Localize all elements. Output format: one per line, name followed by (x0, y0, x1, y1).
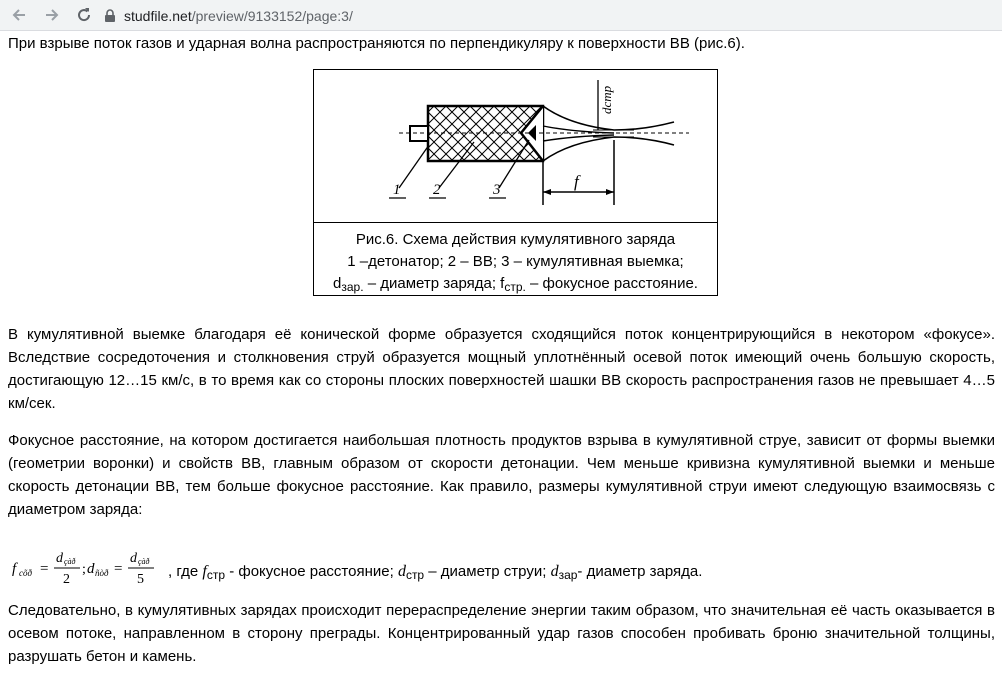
caption-line-3 (314, 273, 717, 298)
caption-d: d (333, 275, 342, 292)
formula-explanation (168, 560, 702, 587)
reload-icon (75, 6, 93, 24)
label-f: f (574, 172, 579, 191)
formula-d4: d (397, 563, 406, 580)
formula-d1: d (56, 551, 63, 566)
address-bar[interactable] (104, 3, 996, 28)
caption-line-2: 1 –детонатор; 2 – ВВ; 3 – кумулятивная выемка; (347, 253, 684, 270)
formula-d2: d (87, 561, 95, 577)
formula-d4-sub: стр (405, 568, 425, 582)
back-button[interactable] (8, 4, 30, 26)
formula-den-1: 2 (63, 572, 70, 587)
label-3: 3 (493, 182, 501, 198)
formula-eq-1: = (40, 561, 49, 577)
formula-f2: f (202, 563, 207, 580)
formula-row (8, 545, 995, 593)
label-1: 1 (393, 182, 401, 198)
url-host: studfile.net (124, 7, 192, 24)
paragraph-intro: При взрыве поток газов и ударная волна распространяются по перпендикуляру к поверхности ВВ (рис.6). (8, 35, 745, 52)
paragraph-conclusion: Следовательно, в кумулятивных зарядах происходит перераспределение энергии таким образом, что значительная её часть оказывается в осевом потоке, направленном в сторону преграды. Концентрированный удар газов способен пробивать броню значительной толщины, разрушать бетон и камень. (8, 602, 995, 665)
formula-text-d: - диаметр заряда. (577, 563, 703, 580)
formula-f-sub: cõð (19, 568, 32, 578)
shaped-charge-drawing (314, 70, 717, 222)
caption-f-rest: – фокусное расстояние. (525, 275, 698, 292)
formula-d5-sub: зар (558, 568, 578, 582)
formula-f2-sub: стр (206, 568, 226, 582)
formula-d2-sub: ñòð (95, 568, 109, 578)
label-dstr: dстр (599, 85, 614, 114)
url-path: /preview/9133152/page:3/ (191, 7, 353, 24)
formula-d3: d (130, 551, 137, 566)
paragraph-focus-flow: В кумулятивной выемке благодаря её конической форме образуется сходящийся поток концентрирующийся в некотором «фокусе». Вследствие сосредоточения и столкновения струй образуется мощный уплотнённый осевой поток имеющий очень большую скорость, достигающую 12…15 км/с, в то время как со стороны плоских поверхностей шашки ВВ скорость распространения газов не превышает 4…5 км/сек. (8, 326, 995, 412)
arrow-left-icon (10, 6, 28, 24)
caption-d-rest: – диаметр заряда; f (363, 275, 505, 292)
label-2: 2 (433, 182, 441, 198)
page-content (0, 31, 1002, 673)
lock-icon (104, 9, 116, 23)
reload-button[interactable] (73, 4, 95, 26)
arrow-right-icon (43, 6, 61, 24)
formula-image (8, 545, 164, 593)
shaped-charge-diagram (314, 70, 717, 223)
formula-d1-sub: çàð (64, 557, 76, 566)
formula-eq-2: = (114, 561, 123, 577)
url-text (124, 8, 353, 24)
formula-semicolon: ; (82, 562, 86, 577)
formula-d5: d (550, 563, 559, 580)
formula-f: f (12, 561, 17, 577)
caption-d-sub: зар. (341, 280, 364, 294)
formula-text-a: , где (168, 563, 203, 580)
figure-caption (314, 223, 717, 295)
formula-den-2: 5 (137, 572, 144, 587)
paragraph-focal-distance: Фокусное расстояние, на котором достигается наибольшая плотность продуктов взрыва в кумулятивной струе, зависит от формы выемки (геометрии воронки) и свойств ВВ, главным образом от скорости детонации. Чем меньше кривизна кумулятивной выемки и меньше скорость детонации ВВ, тем больше фокусное расстояние. Как правило, размеры кумулятивной струи имеют следующую взаимосвязь с диаметром заряда: (8, 432, 995, 518)
formula-text-b: - фокусное расстояние; (225, 563, 398, 580)
browser-toolbar (0, 0, 1002, 31)
caption-f-sub: стр. (504, 280, 526, 294)
forward-button[interactable] (41, 4, 63, 26)
formula-text-c: – диаметр струи; (424, 563, 551, 580)
caption-line-1: Рис.6. Схема действия кумулятивного заряда (355, 231, 676, 248)
figure-6 (313, 69, 718, 296)
formula-d3-sub: çàð (138, 557, 150, 566)
